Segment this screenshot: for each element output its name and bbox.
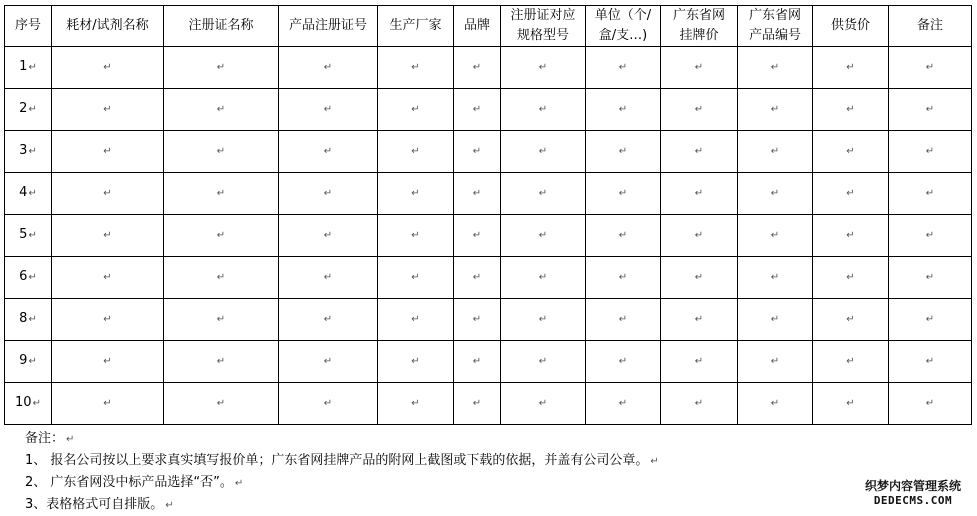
- table-cell[interactable]: [52, 257, 164, 299]
- paragraph-mark: ↵: [472, 188, 482, 199]
- table-cell[interactable]: [501, 173, 586, 215]
- table-cell[interactable]: [52, 383, 164, 425]
- paragraph-mark: ↵: [538, 104, 548, 115]
- table-cell[interactable]: [501, 89, 586, 131]
- table-row: [5, 383, 972, 425]
- paragraph-mark: ↵: [28, 188, 37, 199]
- paragraph-mark: ↵: [103, 356, 112, 367]
- table-cell[interactable]: [586, 383, 661, 425]
- table-cell[interactable]: [813, 257, 889, 299]
- paragraph-mark: ↵: [618, 104, 628, 115]
- row-number-cell[interactable]: [5, 47, 52, 89]
- column-header-line: 序号: [14, 18, 41, 33]
- table-cell[interactable]: [586, 257, 661, 299]
- table-cell[interactable]: [501, 47, 586, 89]
- paragraph-mark: ↵: [28, 104, 37, 115]
- table-cell[interactable]: [889, 383, 972, 425]
- paragraph-mark: ↵: [846, 272, 855, 283]
- table-cell[interactable]: [164, 299, 279, 341]
- paragraph-mark: ↵: [538, 146, 548, 157]
- note-item-3: 3、表格格式可自排版。 ↵: [25, 497, 174, 512]
- row-number: 10: [15, 395, 32, 410]
- table-row: [5, 299, 972, 341]
- table-cell[interactable]: [738, 341, 813, 383]
- paragraph-mark: ↵: [694, 146, 704, 157]
- paragraph-mark: ↵: [618, 356, 628, 367]
- paragraph-mark: ↵: [770, 62, 780, 73]
- table-cell[interactable]: [378, 257, 454, 299]
- paragraph-mark: ↵: [538, 272, 548, 283]
- table-cell[interactable]: [738, 257, 813, 299]
- table-cell[interactable]: [164, 47, 279, 89]
- table-cell[interactable]: [378, 89, 454, 131]
- paragraph-mark: ↵: [28, 356, 37, 367]
- table-row: [5, 89, 972, 131]
- paragraph-mark: ↵: [694, 62, 704, 73]
- table-cell[interactable]: [164, 257, 279, 299]
- table-row: [5, 131, 972, 173]
- table-cell[interactable]: [378, 341, 454, 383]
- table-cell[interactable]: [454, 383, 501, 425]
- table-row: [5, 47, 972, 89]
- paragraph-mark: ↵: [846, 104, 855, 115]
- column-header-line: 生产厂家: [389, 18, 442, 33]
- column-header-line: 广东省网: [672, 8, 725, 23]
- paragraph-mark: ↵: [770, 188, 780, 199]
- column-header: [454, 6, 501, 47]
- paragraph-mark: ↵: [538, 314, 548, 325]
- table-cell[interactable]: [661, 47, 738, 89]
- column-header-line: 注册证对应: [510, 8, 576, 23]
- paragraph-mark: ↵: [770, 230, 780, 241]
- paragraph-mark: ↵: [103, 104, 112, 115]
- paragraph-mark: ↵: [618, 62, 628, 73]
- column-header-line: 产品注册证号: [288, 18, 367, 33]
- table-cell[interactable]: [378, 215, 454, 257]
- table-cell[interactable]: [279, 341, 378, 383]
- row-number: 3: [19, 143, 28, 158]
- paragraph-mark: ↵: [538, 62, 548, 73]
- table-cell[interactable]: [454, 89, 501, 131]
- column-header-line: 盒/支…): [598, 28, 648, 43]
- table-cell[interactable]: [586, 173, 661, 215]
- table-cell[interactable]: [164, 173, 279, 215]
- column-header: [52, 6, 164, 47]
- paragraph-mark: ↵: [411, 398, 420, 409]
- paragraph-mark: ↵: [472, 314, 482, 325]
- paragraph-mark: ↵: [925, 104, 935, 115]
- table-cell[interactable]: [813, 47, 889, 89]
- paragraph-mark: ↵: [846, 62, 855, 73]
- paragraph-mark: ↵: [216, 314, 226, 325]
- paragraph-mark: ↵: [323, 104, 333, 115]
- table-cell[interactable]: [164, 383, 279, 425]
- table-cell[interactable]: [586, 215, 661, 257]
- table-cell[interactable]: [661, 299, 738, 341]
- paragraph-mark: ↵: [925, 188, 935, 199]
- paragraph-mark: ↵: [411, 272, 420, 283]
- table-cell[interactable]: [813, 89, 889, 131]
- row-number-cell[interactable]: [5, 173, 52, 215]
- paragraph-mark: ↵: [694, 356, 704, 367]
- table-cell[interactable]: [889, 257, 972, 299]
- table-cell[interactable]: [378, 131, 454, 173]
- paragraph-mark: ↵: [323, 398, 333, 409]
- column-header-line: 耗材/试剂名称: [66, 18, 149, 33]
- paragraph-mark: ↵: [925, 62, 935, 73]
- table-cell[interactable]: [661, 173, 738, 215]
- table-cell[interactable]: [378, 173, 454, 215]
- column-header: [501, 6, 586, 47]
- table-cell[interactable]: [164, 89, 279, 131]
- column-header: [813, 6, 889, 47]
- table-row: [5, 257, 972, 299]
- table-cell[interactable]: [378, 299, 454, 341]
- paragraph-mark: ↵: [323, 146, 333, 157]
- row-number: 9: [19, 353, 28, 368]
- table-cell[interactable]: [661, 89, 738, 131]
- table-cell[interactable]: [279, 383, 378, 425]
- column-header-line: 单位（个/: [594, 8, 652, 23]
- table-row: [5, 215, 972, 257]
- paragraph-mark: ↵: [538, 398, 548, 409]
- paragraph-mark: ↵: [32, 398, 41, 409]
- table-cell[interactable]: [279, 215, 378, 257]
- paragraph-mark: ↵: [770, 356, 780, 367]
- column-header-line: 广东省网: [748, 8, 801, 23]
- paragraph-mark: ↵: [103, 230, 112, 241]
- paragraph-mark: ↵: [770, 104, 780, 115]
- table-cell[interactable]: [279, 299, 378, 341]
- column-header-line: 挂牌价: [679, 28, 719, 43]
- paragraph-mark: ↵: [925, 146, 935, 157]
- column-header: [279, 6, 378, 47]
- table-cell[interactable]: [164, 215, 279, 257]
- table-cell[interactable]: [586, 341, 661, 383]
- paragraph-mark: ↵: [472, 146, 482, 157]
- paragraph-mark: ↵: [472, 356, 482, 367]
- table-cell[interactable]: [661, 215, 738, 257]
- paragraph-mark: ↵: [216, 146, 226, 157]
- paragraph-mark: ↵: [925, 314, 935, 325]
- paragraph-mark: ↵: [411, 62, 420, 73]
- table-cell[interactable]: [813, 341, 889, 383]
- paragraph-mark: ↵: [28, 230, 37, 241]
- table-cell[interactable]: [889, 299, 972, 341]
- watermark-line1: 织梦内容管理系统: [864, 479, 961, 493]
- column-header-line: 供货价: [830, 18, 870, 33]
- header-row: [5, 6, 972, 47]
- row-number: 8: [19, 311, 28, 326]
- paragraph-mark: ↵: [411, 230, 420, 241]
- table-cell[interactable]: [813, 173, 889, 215]
- column-header-line: 品牌: [463, 18, 490, 33]
- row-number-cell[interactable]: [5, 299, 52, 341]
- paragraph-mark: ↵: [28, 62, 37, 73]
- row-number-cell[interactable]: [5, 215, 52, 257]
- paragraph-mark: ↵: [846, 356, 855, 367]
- paragraph-mark: ↵: [216, 188, 226, 199]
- paragraph-mark: ↵: [28, 272, 37, 283]
- paragraph-mark: ↵: [694, 314, 704, 325]
- paragraph-mark: ↵: [538, 188, 548, 199]
- table-cell[interactable]: [586, 89, 661, 131]
- paragraph-mark: ↵: [103, 314, 112, 325]
- paragraph-mark: ↵: [323, 314, 333, 325]
- paragraph-mark: ↵: [216, 230, 226, 241]
- table-cell[interactable]: [738, 89, 813, 131]
- paragraph-mark: ↵: [694, 188, 704, 199]
- paragraph-mark: ↵: [323, 62, 333, 73]
- table-cell[interactable]: [279, 89, 378, 131]
- table-cell[interactable]: [889, 47, 972, 89]
- table-cell[interactable]: [813, 131, 889, 173]
- row-number: 4: [19, 185, 28, 200]
- paragraph-mark: ↵: [103, 188, 112, 199]
- table-cell[interactable]: [378, 47, 454, 89]
- notes-section: [25, 428, 659, 516]
- table-row: [5, 173, 972, 215]
- column-header: [378, 6, 454, 47]
- paragraph-mark: ↵: [618, 188, 628, 199]
- column-header-line: 产品编号: [748, 28, 801, 43]
- table-cell[interactable]: [454, 131, 501, 173]
- paragraph-mark: ↵: [925, 398, 935, 409]
- table-cell[interactable]: [501, 257, 586, 299]
- table-cell[interactable]: [164, 131, 279, 173]
- paragraph-mark: ↵: [411, 188, 420, 199]
- quotation-table: [4, 5, 972, 425]
- watermark-logo: [857, 478, 969, 514]
- table-cell[interactable]: [889, 89, 972, 131]
- paragraph-mark: ↵: [618, 230, 628, 241]
- table-cell[interactable]: [52, 47, 164, 89]
- table-cell[interactable]: [52, 341, 164, 383]
- paragraph-mark: ↵: [103, 398, 112, 409]
- paragraph-mark: ↵: [28, 314, 37, 325]
- table-cell[interactable]: [454, 173, 501, 215]
- table-cell[interactable]: [889, 131, 972, 173]
- paragraph-mark: ↵: [770, 272, 780, 283]
- paragraph-mark: ↵: [846, 398, 855, 409]
- table-cell[interactable]: [279, 131, 378, 173]
- paragraph-mark: ↵: [770, 398, 780, 409]
- table-cell[interactable]: [661, 383, 738, 425]
- row-number-cell[interactable]: [5, 257, 52, 299]
- paragraph-mark: ↵: [694, 230, 704, 241]
- table-cell[interactable]: [738, 47, 813, 89]
- table-cell[interactable]: [586, 47, 661, 89]
- paragraph-mark: ↵: [411, 314, 420, 325]
- paragraph-mark: ↵: [538, 230, 548, 241]
- table-cell[interactable]: [889, 341, 972, 383]
- table-cell[interactable]: [52, 299, 164, 341]
- paragraph-mark: ↵: [538, 356, 548, 367]
- table-cell[interactable]: [52, 89, 164, 131]
- table-cell[interactable]: [501, 131, 586, 173]
- paragraph-mark: ↵: [472, 104, 482, 115]
- column-header-line: 规格型号: [516, 28, 569, 43]
- table-cell[interactable]: [813, 215, 889, 257]
- table-cell[interactable]: [454, 215, 501, 257]
- table-cell[interactable]: [501, 215, 586, 257]
- watermark-line2: DEDECMS.COM: [873, 494, 953, 507]
- paragraph-mark: ↵: [323, 188, 333, 199]
- paragraph-mark: ↵: [103, 272, 112, 283]
- paragraph-mark: ↵: [925, 272, 935, 283]
- paragraph-mark: ↵: [216, 272, 226, 283]
- table-cell[interactable]: [661, 131, 738, 173]
- paragraph-mark: ↵: [472, 272, 482, 283]
- table-body: [5, 47, 972, 425]
- column-header-line: 备注: [916, 18, 943, 33]
- paragraph-mark: ↵: [846, 188, 855, 199]
- paragraph-mark: ↵: [925, 230, 935, 241]
- table-cell[interactable]: [164, 341, 279, 383]
- column-header: [738, 6, 813, 47]
- paragraph-mark: ↵: [28, 146, 37, 157]
- paragraph-mark: ↵: [411, 104, 420, 115]
- paragraph-mark: ↵: [411, 146, 420, 157]
- table-cell[interactable]: [738, 131, 813, 173]
- paragraph-mark: ↵: [846, 230, 855, 241]
- column-header: [889, 6, 972, 47]
- paragraph-mark: ↵: [411, 356, 420, 367]
- paragraph-mark: ↵: [216, 398, 226, 409]
- paragraph-mark: ↵: [694, 272, 704, 283]
- paragraph-mark: ↵: [323, 272, 333, 283]
- note-item-2: 2、 广东省网没中标产品选择“否”。 ↵: [25, 475, 244, 490]
- row-number: 6: [19, 269, 28, 284]
- table-cell[interactable]: [586, 131, 661, 173]
- paragraph-mark: ↵: [472, 398, 482, 409]
- paragraph-mark: ↵: [216, 62, 226, 73]
- table-cell[interactable]: [889, 215, 972, 257]
- table-cell[interactable]: [279, 257, 378, 299]
- table-row: [5, 341, 972, 383]
- paragraph-mark: ↵: [694, 104, 704, 115]
- table-cell[interactable]: [813, 299, 889, 341]
- table-cell[interactable]: [454, 299, 501, 341]
- table-cell[interactable]: [738, 215, 813, 257]
- note-item-1: 1、 报名公司按以上要求真实填写报价单；广东省网挂牌产品的附网上截图或下载的依据，并盖有公司公章。 ↵: [25, 453, 659, 468]
- table-cell[interactable]: [52, 173, 164, 215]
- paragraph-mark: ↵: [618, 272, 628, 283]
- table-cell[interactable]: [501, 383, 586, 425]
- paragraph-mark: ↵: [770, 314, 780, 325]
- table-cell[interactable]: [279, 47, 378, 89]
- table-cell[interactable]: [738, 383, 813, 425]
- table-cell[interactable]: [586, 299, 661, 341]
- paragraph-mark: ↵: [618, 314, 628, 325]
- notes-title: 备注： ↵: [25, 431, 75, 446]
- paragraph-mark: ↵: [618, 398, 628, 409]
- row-number: 2: [19, 101, 28, 116]
- table-cell[interactable]: [738, 299, 813, 341]
- table-cell[interactable]: [52, 131, 164, 173]
- table-cell[interactable]: [889, 173, 972, 215]
- paragraph-mark: ↵: [103, 146, 112, 157]
- paragraph-mark: ↵: [770, 146, 780, 157]
- paragraph-mark: ↵: [694, 398, 704, 409]
- table-cell[interactable]: [738, 173, 813, 215]
- paragraph-mark: ↵: [472, 230, 482, 241]
- table-cell[interactable]: [454, 341, 501, 383]
- paragraph-mark: ↵: [472, 62, 482, 73]
- paragraph-mark: ↵: [103, 62, 112, 73]
- paragraph-mark: ↵: [216, 356, 226, 367]
- column-header: [586, 6, 661, 47]
- table-cell[interactable]: [52, 215, 164, 257]
- table-cell[interactable]: [661, 257, 738, 299]
- paragraph-mark: ↵: [846, 146, 855, 157]
- table-cell[interactable]: [813, 383, 889, 425]
- paragraph-mark: ↵: [846, 314, 855, 325]
- row-number-cell[interactable]: [5, 341, 52, 383]
- table-cell[interactable]: [501, 341, 586, 383]
- column-header: [661, 6, 738, 47]
- row-number: 1: [19, 59, 28, 74]
- paragraph-mark: ↵: [925, 356, 935, 367]
- table-cell[interactable]: [279, 173, 378, 215]
- paragraph-mark: ↵: [618, 146, 628, 157]
- column-header: [5, 6, 52, 47]
- column-header-line: 注册证名称: [188, 18, 254, 33]
- row-number-cell[interactable]: [5, 383, 52, 425]
- row-number: 5: [19, 227, 28, 242]
- column-header: [164, 6, 279, 47]
- table-cell[interactable]: [661, 341, 738, 383]
- row-number-cell[interactable]: [5, 131, 52, 173]
- table-cell[interactable]: [501, 299, 586, 341]
- paragraph-mark: ↵: [216, 104, 226, 115]
- paragraph-mark: ↵: [323, 356, 333, 367]
- table-cell[interactable]: [454, 257, 501, 299]
- table-cell[interactable]: [378, 383, 454, 425]
- paragraph-mark: ↵: [323, 230, 333, 241]
- table-cell[interactable]: [454, 47, 501, 89]
- row-number-cell[interactable]: [5, 89, 52, 131]
